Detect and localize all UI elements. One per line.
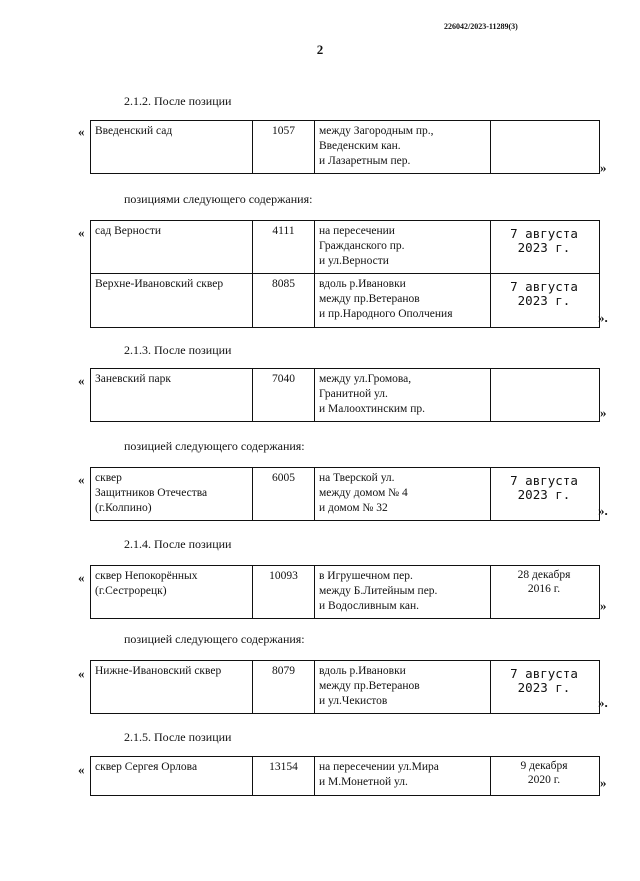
cell-code: 1057	[253, 121, 315, 173]
table-row	[91, 273, 599, 327]
cell-code: 13154	[253, 757, 315, 795]
cell-date-stamp: 7 августа 2023 г.	[510, 226, 578, 255]
cell-name: сквер Непокорённых (г.Сестрорецк)	[91, 566, 253, 618]
cell-date-stamp: 7 августа 2023 г.	[510, 666, 578, 695]
table-old-position	[90, 756, 600, 796]
cell-date-stamp: 7 августа 2023 г.	[510, 279, 578, 308]
cell-code: 8085	[253, 274, 315, 327]
open-quote: «	[78, 124, 85, 139]
table-old-position	[90, 368, 600, 422]
table-new-positions	[90, 220, 600, 328]
open-quote: «	[78, 762, 85, 777]
close-quote: ».	[598, 503, 608, 518]
cell-location: между Загородным пр., Введенским кан. и Лазаретным пер.	[315, 121, 491, 173]
cell-location: на Тверской ул. между домом № 4 и домом № 32	[315, 468, 491, 520]
cell-name: Верхне-Ивановский сквер	[91, 274, 253, 327]
close-quote: »	[600, 160, 607, 175]
table-row	[91, 221, 599, 273]
cell-location: в Игрушечном пер. между Б.Литейным пер. и Водосливным кан.	[315, 566, 491, 618]
open-quote: «	[78, 225, 85, 240]
cell-name: сквер Защитников Отечества (г.Колпино)	[91, 468, 253, 520]
page-number: 2	[316, 42, 324, 57]
cell-name: Введенский сад	[91, 121, 253, 173]
cell-location: вдоль р.Ивановки между пр.Ветеранов и пр.Народного Ополчения	[315, 274, 491, 327]
cell-code: 6005	[253, 468, 315, 520]
section-heading: 2.1.4. После позиции	[124, 537, 232, 551]
cell-code: 10093	[253, 566, 315, 618]
section-heading: 2.1.5. После позиции	[124, 730, 232, 744]
cell-code: 4111	[253, 221, 315, 273]
cell-location: на пересечении Гражданского пр. и ул.Верности	[315, 221, 491, 273]
section-heading: 2.1.3. После позиции	[124, 343, 232, 357]
section-caption: позицией следующего содержания:	[124, 439, 305, 453]
section-caption: позицией следующего содержания:	[124, 632, 305, 646]
section-caption: позициями следующего содержания:	[124, 192, 313, 206]
table-new-positions	[90, 467, 600, 521]
cell-date-stamp: 7 августа 2023 г.	[510, 473, 578, 502]
close-quote: »	[600, 598, 607, 613]
cell-code: 8079	[253, 661, 315, 713]
cell-code: 7040	[253, 369, 315, 421]
cell-location: вдоль р.Ивановки между пр.Ветеранов и ул.Чекистов	[315, 661, 491, 713]
cell-date: 28 декабря 2016 г.	[517, 569, 571, 595]
cell-date	[491, 369, 597, 421]
open-quote: «	[78, 666, 85, 681]
close-quote: »	[600, 405, 607, 420]
cell-name: Нижне-Ивановский сквер	[91, 661, 253, 713]
cell-name: Заневский парк	[91, 369, 253, 421]
cell-name: сквер Сергея Орлова	[91, 757, 253, 795]
cell-date	[491, 121, 597, 173]
cell-location: на пересечении ул.Мира и М.Монетной ул.	[315, 757, 491, 795]
cell-date: 9 декабря 2020 г.	[520, 760, 568, 786]
close-quote: ».	[598, 695, 608, 710]
open-quote: «	[78, 570, 85, 585]
close-quote: »	[600, 775, 607, 790]
open-quote: «	[78, 472, 85, 487]
cell-location: между ул.Громова, Гранитной ул. и Малоохтинским пр.	[315, 369, 491, 421]
document-id: 226042/2023-11289(3)	[444, 22, 518, 31]
cell-name: сад Верности	[91, 221, 253, 273]
table-new-positions	[90, 660, 600, 714]
open-quote: «	[78, 373, 85, 388]
section-heading: 2.1.2. После позиции	[124, 94, 232, 108]
table-old-position	[90, 120, 600, 174]
close-quote: ».	[598, 310, 608, 325]
table-old-position	[90, 565, 600, 619]
